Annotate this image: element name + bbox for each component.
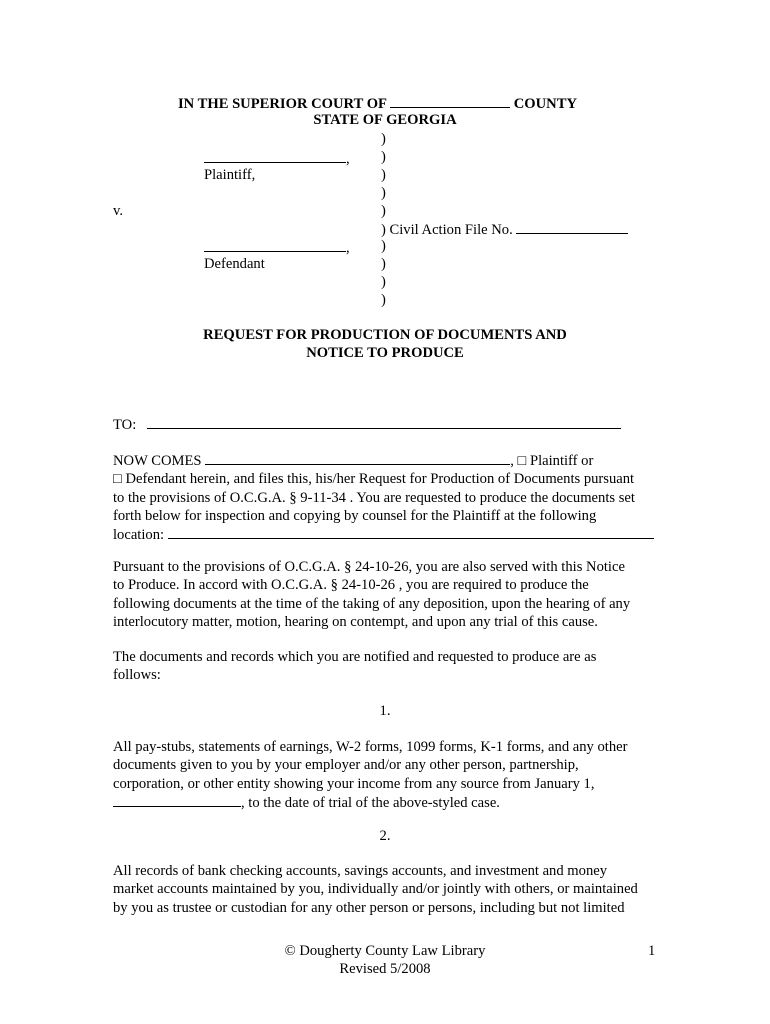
item-line: market accounts maintained by you, individually and/or jointly with others, or maintained <box>113 881 638 898</box>
year-blank[interactable] <box>113 793 241 807</box>
court-heading <box>178 94 577 113</box>
to-recipient-blank[interactable] <box>147 428 621 429</box>
defendant-label: Defendant <box>204 256 265 272</box>
caption-paren: ) <box>381 203 386 219</box>
plaintiff-label: Plaintiff, <box>204 167 256 183</box>
item-line: All pay-stubs, statements of earnings, W-2 forms, 1099 forms, K-1 forms, and any other <box>113 739 628 755</box>
pursuant-line: Pursuant to the provisions of O.C.G.A. § 24-10-26, you are also served with this Notice <box>113 559 625 575</box>
documents-paragraph <box>113 648 658 685</box>
footer-revised: Revised 5/2008 <box>339 961 431 977</box>
caption-paren: ) <box>381 185 386 201</box>
versus-label: v. <box>113 203 123 219</box>
caption-paren: ) <box>381 256 386 272</box>
item-line: documents given to you by your employer and/or any other person, partnership, <box>113 757 579 774</box>
item-line: corporation, or other entity showing your income from any source from January 1, <box>113 775 595 792</box>
defendant-name-blank[interactable] <box>204 238 346 252</box>
documents-line: The documents and records which you are notified and requested to produce are as <box>113 649 597 665</box>
location-label: location: <box>113 527 165 544</box>
now-comes-line: to the provisions of O.C.G.A. § 9-11-34 . You are requested to produce the documents set <box>113 489 635 506</box>
now-comes-line: forth below for inspection and copying by counsel for the Plaintiff at the following <box>113 507 597 524</box>
caption-paren: ) <box>381 292 386 308</box>
plaintiff-comma: , <box>346 151 350 167</box>
item-number: 2. <box>379 828 391 844</box>
location-line <box>113 525 658 544</box>
page-number: 1 <box>648 943 656 959</box>
plaintiff-name-line <box>204 149 350 168</box>
document-title-line2: NOTICE TO PRODUCE <box>306 345 464 361</box>
state-heading: STATE OF GEORGIA <box>313 112 457 128</box>
now-comes-paragraph <box>113 451 658 544</box>
item-last-line <box>113 793 658 812</box>
location-blank[interactable] <box>168 525 654 539</box>
to-label: TO: <box>113 417 137 433</box>
caption-paren: ) <box>381 131 386 147</box>
caption-paren: ) <box>381 238 386 254</box>
pursuant-line: to Produce. In accord with O.C.G.A. § 24-10-26 , you are required to produce the <box>113 577 589 594</box>
defendant-name-line <box>204 238 350 257</box>
item-line: by you as trustee or custodian for any other person or persons, including but not limited <box>113 899 625 916</box>
item-1-paragraph <box>113 738 658 812</box>
now-comes-first-line <box>113 451 658 470</box>
caption-paren: ) <box>381 149 386 165</box>
item-2-paragraph <box>113 862 658 917</box>
pursuant-line: interlocutory matter, motion, hearing on contempt, and upon any trial of this cause. <box>113 613 598 630</box>
footer-library: © Dougherty County Law Library <box>284 943 486 959</box>
caption-paren: ) <box>381 274 386 290</box>
county-blank[interactable] <box>390 94 510 108</box>
defendant-comma: , <box>346 240 350 256</box>
plaintiff-name-blank[interactable] <box>204 149 346 163</box>
item-line: All records of bank checking accounts, savings accounts, and investment and money <box>113 863 608 879</box>
party-name-blank[interactable] <box>205 451 510 465</box>
document-title-line1: REQUEST FOR PRODUCTION OF DOCUMENTS AND <box>203 327 567 343</box>
caption-paren: ) <box>381 167 386 183</box>
civil-action-label <box>381 220 628 239</box>
court-prefix: IN THE SUPERIOR COURT OF <box>178 96 387 112</box>
now-comes-suffix: , □ Plaintiff or <box>510 453 594 469</box>
civil-action-text: ) Civil Action File No. <box>381 222 513 238</box>
now-comes-prefix: NOW COMES <box>113 453 202 469</box>
civil-action-number-blank[interactable] <box>516 220 628 234</box>
court-suffix: COUNTY <box>513 96 577 112</box>
item-number: 1. <box>379 703 391 719</box>
pursuant-line: following documents at the time of the taking of any deposition, upon the hearing of any <box>113 595 631 612</box>
item-1-suffix: , to the date of trial of the above-styled case. <box>241 794 500 811</box>
now-comes-line: □ Defendant herein, and files this, his/her Request for Production of Documents pursuant <box>113 471 635 488</box>
pursuant-paragraph <box>113 558 658 631</box>
documents-line: follows: <box>113 667 161 684</box>
